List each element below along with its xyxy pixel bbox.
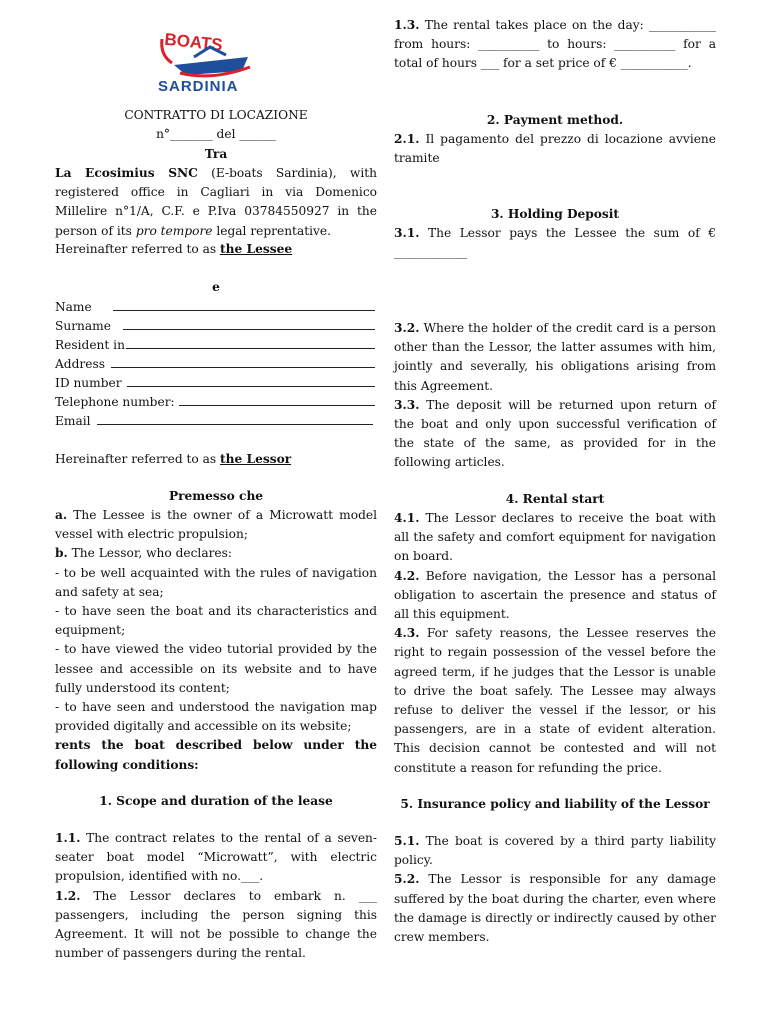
pro-tempore: pro tempore [135,223,213,238]
clause-2-1-text: Il pagamento del prezzo di locazione avviene tramite [394,132,716,166]
surname-blank[interactable] [123,316,375,330]
section-5-heading: 5. Insurance policy and liability of the Lessor [400,797,710,811]
surname-field[interactable] [55,316,377,336]
surname-label: Surname [55,319,111,333]
clause-4-1-text: The Lessor declares to receive the boat with all the safety and comfort equipment for navigation on board. [394,511,716,564]
email-field[interactable] [55,411,377,431]
clause-1-1 [55,829,377,887]
section-4-body [394,509,716,778]
premesso-item: - to be well acquainted with the rules of navigation and safety at sea; [55,565,377,599]
clause-1-3-text: The rental takes place on the day: ___________ from hours: __________ to hours: __________ for a total of hours ___ for a set price of € ___________. [394,18,716,71]
premesso-b-text: The Lessor, who declares: [67,546,232,561]
name-label: Name [55,300,92,314]
clause-3-3-label: 3.3. [394,397,420,412]
lessee-label: the Lessee [220,242,293,256]
company-tail: legal reprentative. [212,223,331,238]
lessor-label: the Lessor [220,452,292,466]
company-details: (E-boats Sardinia), with registered office in Cagliari in via Domenico Millelire n°1/A, C.F. e P.Iva 03784550927 in the person of its [55,166,377,238]
clause-1-2 [55,887,377,964]
clause-3-2 [394,319,716,396]
section-3-heading: 3. Holding Deposit [490,207,620,221]
clause-1-1-label: 1.1. [55,831,81,845]
clause-1-3 [394,16,716,74]
clause-4-1-label: 4.1. [394,511,420,525]
clause-1-3-label: 1.3. [394,18,420,32]
section-4-heading: 4. Rental start [505,492,605,506]
name-blank[interactable] [113,297,375,311]
premesso-a-text: The Lessee is the owner of a Microwatt model vessel with electric propulsion; [55,508,377,542]
clause-1-1-text: The contract relates to the rental of a seven-seater boat model “Microwatt”, with electric propulsion, identified with no.___. [55,831,377,884]
premesso-heading: Premesso che [168,489,264,503]
clause-4-2-label: 4.2. [394,568,420,583]
premesso-item: - to have viewed the video tutorial provided by the lessee and accessible on its website and to have fully understood its content; [55,642,377,695]
clause-4-3-text: For safety reasons, the Lessee reserves the right to regain possession of the vessel before the agreed term, if he judges that the Lessor is unable to drive the boat safely. The Lessee may always refuse to deliver the vessel if the lessor, or his passengers, are in a state of evident alteration. This decision cannot be contested and will not constitute a reason for refunding the price. [394,626,716,775]
telephone-field[interactable] [55,392,377,412]
clause-3-1 [394,224,716,262]
clause-4-3-label: 4.3. [394,626,420,641]
clause-5-1-label: 5.1. [394,834,420,848]
id-number-field[interactable] [55,373,377,393]
email-blank[interactable] [97,411,373,425]
clause-1-2-text: The Lessor declares to embark n. ___ passengers, including the person signing this Agreement. It will not be possible to change the number of passengers during the rental. [55,888,377,961]
premesso-item: - to have seen and understood the navigation map provided digitally and accessible on its website; [55,700,377,734]
clause-4-2 [394,567,716,625]
clause-1-2-label: 1.2. [55,888,81,903]
clause-5-2 [394,870,716,947]
contract-number-line: n°_______ del ______ [156,127,276,141]
clause-2-1-label: 2.1. [394,132,420,146]
telephone-blank[interactable] [179,392,375,406]
clause-4-3 [394,624,716,778]
address-label: Address [55,357,105,371]
resident-field[interactable] [55,335,377,355]
lessor-reference [55,450,377,469]
clause-5-2-label: 5.2. [394,872,420,887]
clause-3-3 [394,396,716,473]
section-1-body [55,829,377,963]
premesso-b [55,544,377,563]
id-number-label: ID number [55,376,122,390]
logo-text-bottom: SARDINIA [158,78,239,95]
boat-logo-icon [156,27,268,95]
rents-statement: rents the boat described below under the following conditions: [55,738,377,772]
premesso-item: - to have seen the boat and its characteristics and equipment; [55,604,377,638]
id-number-blank[interactable] [127,373,375,387]
company-paragraph [55,164,377,241]
eboats-sardinia-logo [156,27,268,95]
premesso-a [55,506,377,544]
clause-2-1 [394,130,716,168]
name-field[interactable] [55,297,377,317]
lessee-ref-text: Hereinafter referred to as [55,242,221,256]
logo-text-top: BOATS [163,29,224,55]
clause-3-2-label: 3.2. [394,321,420,335]
resident-blank[interactable] [126,335,375,349]
section-1-heading: 1. Scope and duration of the lease [99,794,333,808]
lessor-ref-text: Hereinafter referred to as [55,452,221,466]
clause-3-3-text: The deposit will be returned upon return of the boat and only upon successful verification of the state of the same, as provided for in the following articles. [394,397,716,470]
premesso-a-label: a. [55,508,68,522]
section-5-body [394,832,716,947]
premesso-b-label: b. [55,546,68,561]
e-conjunction: e [212,280,220,294]
address-field[interactable] [55,354,377,374]
company-name: La Ecosimius SNC [55,166,198,180]
clause-5-1 [394,832,716,870]
clause-3-1-text: The Lessor pays the Lessee the sum of € ____________ [394,226,716,260]
clause-3-2-text: Where the holder of the credit card is a person other than the Lessor, the latter assumes with him, jointly and severally, his obligations arising from this Agreement. [394,321,716,393]
telephone-label: Telephone number: [55,395,175,409]
tra-label: Tra [204,147,228,161]
section-3-body [394,319,716,473]
clause-5-2-text: The Lessor is responsible for any damage suffered by the boat during the charter, even where the damage is directly or indirectly caused by other crew members. [394,872,716,945]
premesso-body [55,506,377,775]
clause-4-1 [394,509,716,567]
email-label: Email [55,414,91,428]
clause-4-2-text: Before navigation, the Lessor has a personal obligation to ascertain the presence and status of all this equipment. [394,568,716,622]
section-2-heading: 2. Payment method. [486,113,624,127]
contract-title: CONTRATTO DI LOCAZIONE [124,108,308,122]
clause-5-1-text: The boat is covered by a third party liability policy. [394,834,716,868]
lessee-reference [55,240,377,259]
clause-3-1-label: 3.1. [394,226,420,240]
address-blank[interactable] [111,354,375,368]
resident-label: Resident in [55,338,125,352]
